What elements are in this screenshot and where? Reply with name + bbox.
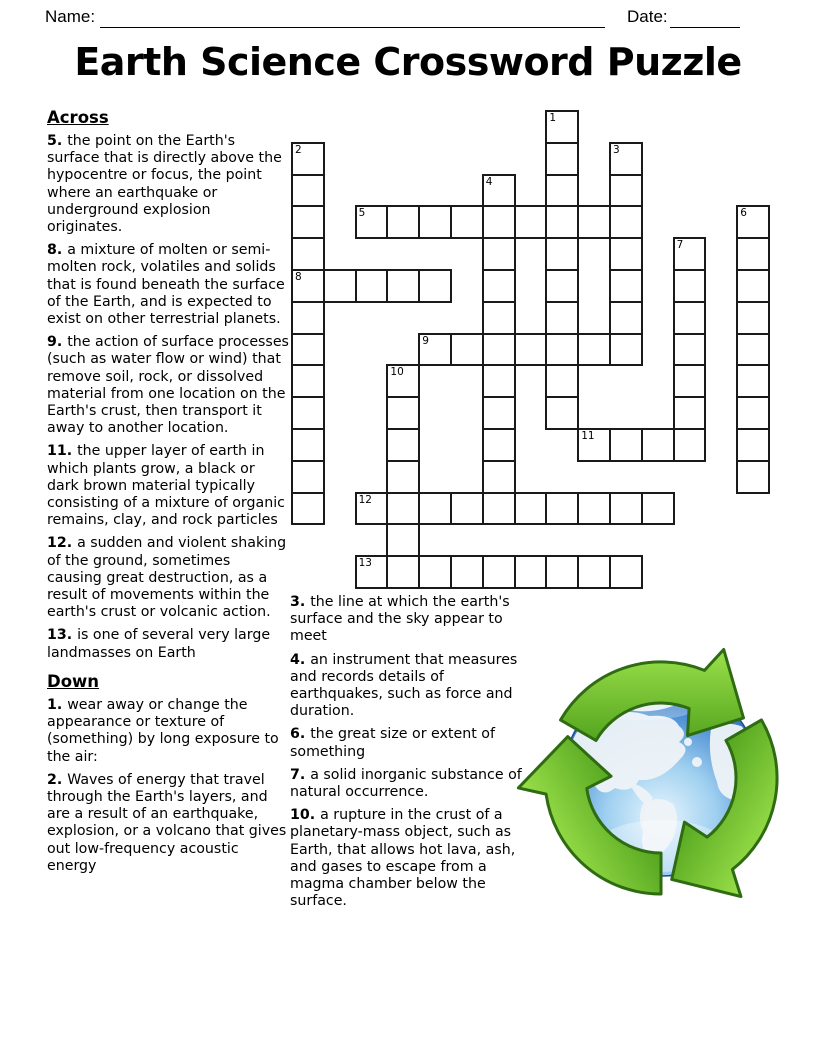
- grid-cell[interactable]: [609, 333, 643, 367]
- clue-1: 1. wear away or change the appearance or texture of (something) by long exposure to the air:: [47, 696, 279, 765]
- grid-cell[interactable]: [291, 237, 325, 271]
- grid-cell[interactable]: [291, 460, 325, 494]
- grid-cell-number: 4: [485, 175, 493, 188]
- grid-cell[interactable]: [609, 237, 643, 271]
- grid-cell[interactable]: [736, 396, 770, 430]
- grid-cell[interactable]: [418, 492, 452, 526]
- grid-cell[interactable]: [545, 237, 579, 271]
- grid-cell[interactable]: [736, 364, 770, 398]
- grid-cell[interactable]: [609, 205, 643, 239]
- grid-cell-number: 13: [358, 557, 372, 570]
- down-clue-list-left: [47, 697, 289, 875]
- grid-cell[interactable]: [482, 301, 516, 335]
- clue-number: 5.: [47, 133, 68, 149]
- date-input-line[interactable]: [670, 7, 740, 28]
- name-input-line[interactable]: [100, 7, 605, 28]
- grid-cell[interactable]: [545, 333, 579, 367]
- clue-4: 4. an instrument that measures and records details of earthquakes, such as force and duration.: [290, 651, 518, 720]
- grid-cell[interactable]: [386, 492, 420, 526]
- earth-recycle-illustration: [511, 636, 816, 936]
- grid-cell[interactable]: [482, 364, 516, 398]
- grid-cell[interactable]: [673, 269, 707, 303]
- grid-cell[interactable]: [355, 492, 389, 526]
- grid-cell[interactable]: [450, 555, 484, 589]
- grid-cell[interactable]: [482, 174, 516, 208]
- clue-number: 11.: [47, 443, 78, 460]
- grid-cell[interactable]: [291, 396, 325, 430]
- grid-cell[interactable]: [450, 333, 484, 367]
- grid-cell[interactable]: [291, 428, 325, 462]
- grid-cell[interactable]: [355, 269, 389, 303]
- grid-cell[interactable]: [736, 205, 770, 239]
- grid-cell[interactable]: [673, 237, 707, 271]
- grid-cell[interactable]: [482, 555, 516, 589]
- grid-cell-number: 8: [295, 271, 302, 283]
- grid-cell[interactable]: [386, 205, 420, 239]
- grid-cell[interactable]: [545, 492, 579, 526]
- grid-cell[interactable]: [386, 555, 420, 589]
- grid-cell[interactable]: [482, 205, 516, 239]
- clue-6: 6. the great size or extent of something: [290, 726, 495, 760]
- clue-number: 3.: [290, 594, 311, 610]
- grid-cell[interactable]: [355, 205, 389, 239]
- grid-cell[interactable]: [609, 301, 643, 335]
- grid-cell-number: 11: [581, 430, 595, 442]
- clue-3: 3. the line at which the earth's surface and the sky appear to meet: [290, 594, 510, 645]
- clue-number: 7.: [290, 766, 311, 783]
- across-heading: Across: [47, 108, 109, 127]
- clue-12: 12. a sudden and violent shaking of the ground, sometimes causing great destruction, as a result of movements within the earth's crust or volcanic action.: [47, 535, 287, 621]
- grid-cell[interactable]: [291, 174, 325, 208]
- grid-cell[interactable]: [386, 364, 420, 398]
- name-label: Name:: [45, 7, 96, 26]
- grid-cell[interactable]: [577, 333, 611, 367]
- grid-cell[interactable]: [577, 555, 611, 589]
- grid-cell-number: 3: [613, 143, 620, 156]
- grid-cell[interactable]: [323, 269, 357, 303]
- grid-cell[interactable]: [355, 555, 389, 589]
- grid-cell[interactable]: [545, 205, 579, 239]
- down-heading: Down: [47, 671, 100, 691]
- grid-cell[interactable]: [736, 269, 770, 303]
- grid-cell[interactable]: [641, 492, 675, 526]
- grid-cell[interactable]: [386, 460, 420, 494]
- down-clues-column: [290, 594, 538, 916]
- grid-cell[interactable]: [609, 492, 643, 526]
- across-clue-list: [47, 133, 289, 662]
- grid-cell[interactable]: [641, 428, 675, 462]
- clue-number: 10.: [290, 807, 321, 824]
- grid-cell[interactable]: [545, 396, 579, 430]
- clue-number: 2.: [47, 771, 68, 788]
- clue-number: 1.: [47, 696, 68, 713]
- grid-cell-number: 1: [549, 112, 557, 124]
- grid-cell[interactable]: [386, 428, 420, 462]
- grid-cell[interactable]: [673, 396, 707, 430]
- clue-number: 4.: [290, 651, 311, 668]
- clue-2: 2. Waves of energy that travel through the Earth's layers, and are a result of an earthquake, explosion, or a volcano that gives out low-frequency acoustic energy: [47, 771, 287, 874]
- grid-cell[interactable]: [482, 269, 516, 303]
- grid-cell[interactable]: [545, 555, 579, 589]
- grid-cell[interactable]: [291, 364, 325, 398]
- grid-cell-number: 9: [422, 334, 429, 347]
- grid-cell[interactable]: [545, 110, 579, 144]
- grid-cell[interactable]: [514, 555, 548, 589]
- grid-cell-number: 7: [676, 239, 684, 252]
- grid-cell[interactable]: [482, 237, 516, 271]
- grid-cell[interactable]: [609, 428, 643, 462]
- grid-cell[interactable]: [291, 142, 325, 176]
- grid-cell[interactable]: [418, 555, 452, 589]
- grid-cell[interactable]: [673, 364, 707, 398]
- grid-cell[interactable]: [609, 269, 643, 303]
- grid-cell[interactable]: [736, 428, 770, 462]
- clue-11: 11. the upper layer of earth in which plants grow, a black or dark brown material typically consisting of a mixture of organic remains, clay, and rock particles: [47, 443, 285, 529]
- grid-cell[interactable]: [514, 492, 548, 526]
- clue-number: 6.: [290, 726, 311, 743]
- grid-cell[interactable]: [514, 205, 548, 239]
- grid-cell-number: 5: [358, 207, 366, 220]
- clue-13: 13. is one of several very large landmasses on Earth: [47, 627, 271, 661]
- grid-cell[interactable]: [736, 237, 770, 271]
- grid-cell[interactable]: [291, 492, 325, 526]
- clue-number: 9.: [47, 334, 68, 351]
- clue-9: 9. the action of surface processes (such as water flow or wind) that remove soil, rock, or dissolved material from one location on the Earth's crust, then transport it away to another location.: [47, 334, 289, 437]
- clue-7: 7. a solid inorganic substance of natural occurrence.: [290, 766, 522, 801]
- grid-cell[interactable]: [291, 333, 325, 367]
- grid-cell[interactable]: [418, 205, 452, 239]
- grid-cell[interactable]: [736, 460, 770, 494]
- grid-cell[interactable]: [291, 205, 325, 239]
- grid-cell[interactable]: [514, 333, 548, 367]
- grid-cell[interactable]: [609, 174, 643, 208]
- grid-cell[interactable]: [673, 428, 707, 462]
- grid-cell-number: 10: [390, 366, 404, 379]
- grid-cell[interactable]: [482, 396, 516, 430]
- grid-cell[interactable]: [386, 396, 420, 430]
- clue-8: 8. a mixture of molten or semi-molten rock, volatiles and solids that is found beneath the surface of the Earth, and is expected to exist on other terrestrial planets.: [47, 242, 285, 328]
- grid-cell[interactable]: [609, 142, 643, 176]
- clue-number: 13.: [47, 627, 78, 644]
- grid-cell[interactable]: [450, 205, 484, 239]
- grid-cell-number: 2: [295, 143, 302, 156]
- grid-cell[interactable]: [386, 269, 420, 303]
- grid-cell[interactable]: [736, 301, 770, 335]
- grid-cell[interactable]: [482, 492, 516, 526]
- grid-cell[interactable]: [450, 492, 484, 526]
- grid-cell[interactable]: [545, 364, 579, 398]
- grid-cell[interactable]: [482, 460, 516, 494]
- down-clue-list-right: [290, 594, 538, 910]
- crossword-grid: [291, 110, 771, 590]
- grid-cell[interactable]: [545, 142, 579, 176]
- clue-5: 5. the point on the Earth's surface that is directly above the hypocentre or focus, the point where an earthquake or underground explosion originates.: [47, 133, 282, 236]
- grid-cell[interactable]: [386, 523, 420, 557]
- grid-cell[interactable]: [418, 333, 452, 367]
- clue-10: 10. a rupture in the crust of a planetary-mass object, such as Earth, that allows hot lava, ash, and gases to escape from a magma chamber below the surface.: [290, 807, 516, 910]
- grid-cell[interactable]: [418, 269, 452, 303]
- page-title: Earth Science Crossword Puzzle: [74, 40, 742, 84]
- grid-cell[interactable]: [545, 301, 579, 335]
- grid-cell[interactable]: [545, 174, 579, 208]
- grid-cell-number: 6: [740, 207, 747, 220]
- grid-cell[interactable]: [577, 428, 611, 462]
- grid-cell[interactable]: [291, 301, 325, 335]
- grid-cell[interactable]: [482, 428, 516, 462]
- grid-cell[interactable]: [736, 333, 770, 367]
- grid-cell[interactable]: [291, 269, 325, 303]
- grid-cell[interactable]: [545, 269, 579, 303]
- grid-cell[interactable]: [577, 492, 611, 526]
- grid-cell[interactable]: [482, 333, 516, 367]
- grid-cell[interactable]: [673, 301, 707, 335]
- grid-cell-number: 12: [358, 493, 372, 506]
- clue-number: 12.: [47, 535, 78, 552]
- grid-cell[interactable]: [609, 555, 643, 589]
- grid-cell[interactable]: [673, 333, 707, 367]
- across-clues-column: [47, 108, 289, 881]
- grid-cell[interactable]: [577, 205, 611, 239]
- date-label: Date:: [627, 7, 668, 26]
- clue-number: 8.: [47, 242, 68, 259]
